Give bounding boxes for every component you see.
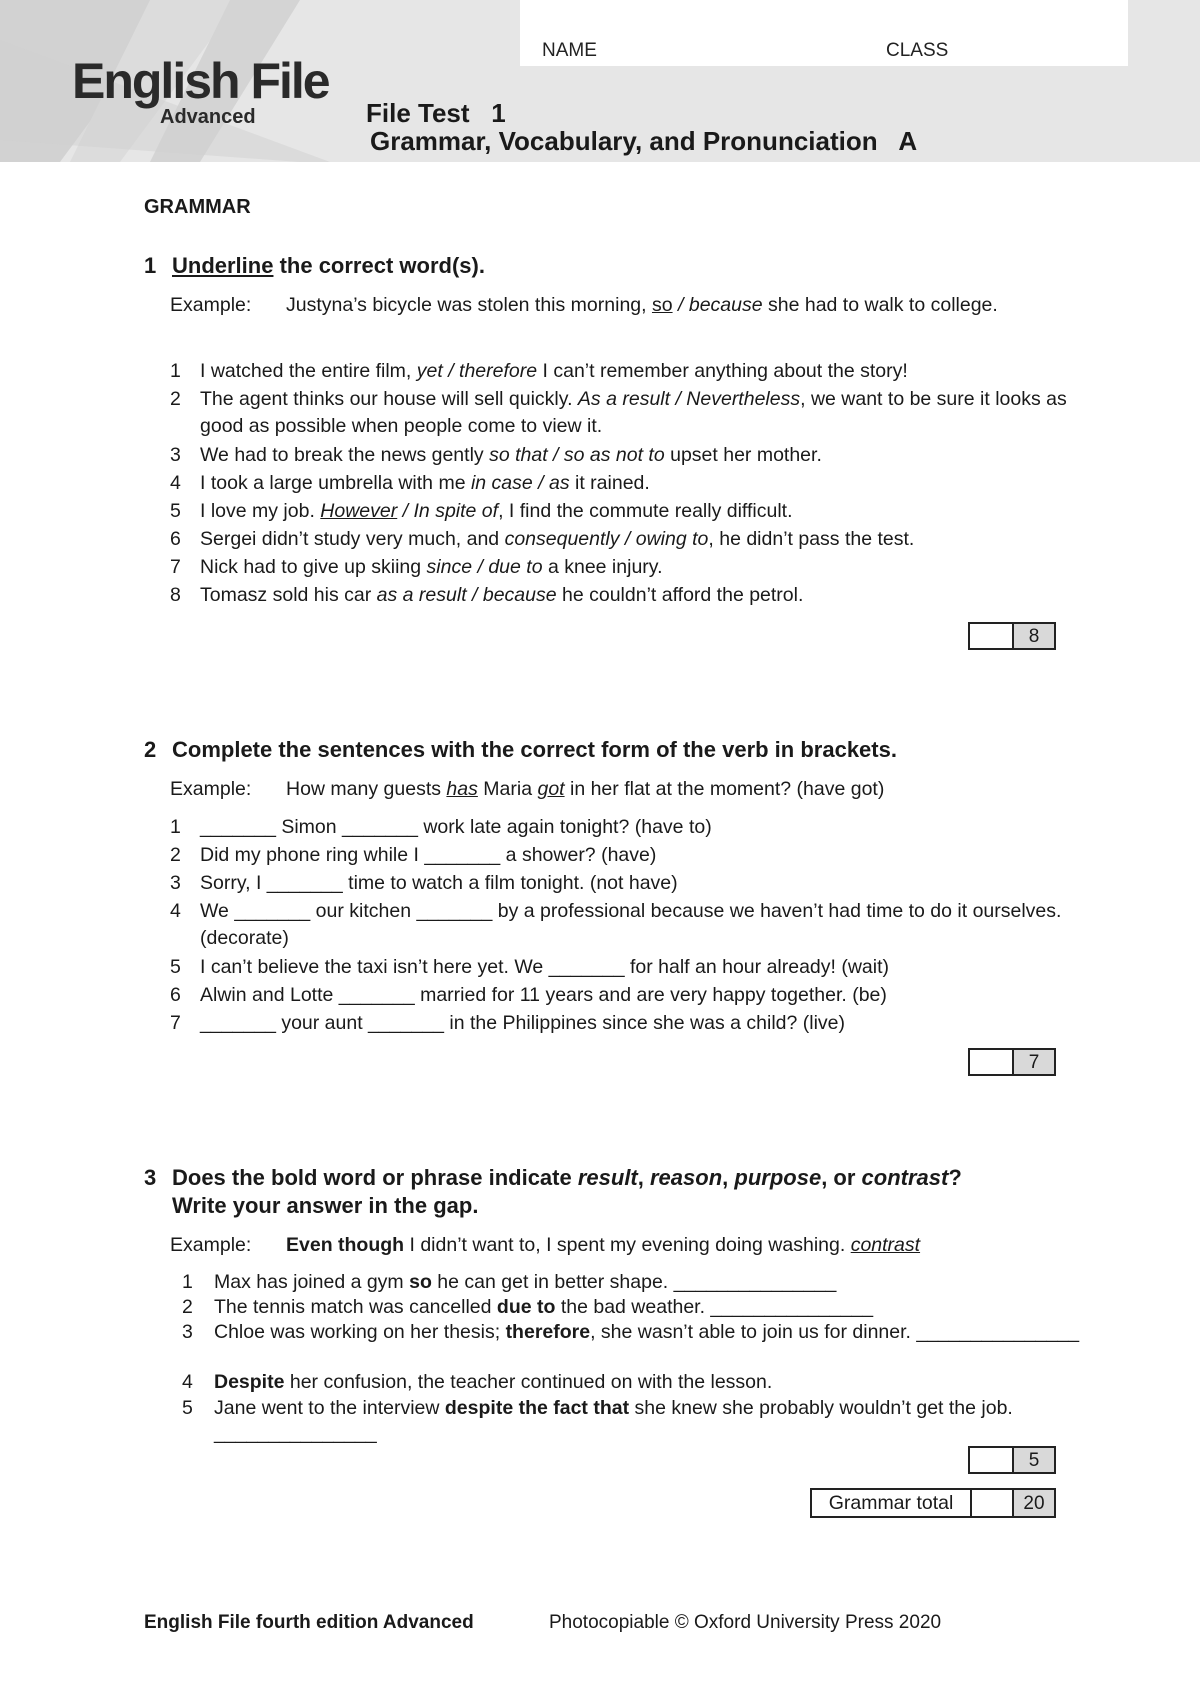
footer-edition: English File fourth edition Advanced xyxy=(144,1612,474,1633)
option-separator: / xyxy=(397,500,414,522)
sentence-text: I took a large umbrella with me xyxy=(200,472,471,494)
item-text[interactable] xyxy=(214,1270,1084,1295)
example-text-end: she had to walk to college. xyxy=(762,294,998,316)
example-slash: / xyxy=(672,294,689,316)
item-text xyxy=(200,470,1080,497)
item-number: 4 xyxy=(170,472,181,494)
item-number: 6 xyxy=(170,984,181,1006)
item-text xyxy=(200,442,1080,469)
task3-title-result: result xyxy=(577,1165,638,1190)
item-text xyxy=(200,554,1080,581)
task1-title-rest: the correct word(s). xyxy=(273,253,485,278)
example-answer: has xyxy=(446,778,478,800)
item-text xyxy=(200,386,1080,440)
answer-options[interactable]: since / due to xyxy=(426,556,543,578)
sentence-text: he can get in better shape. _______________ xyxy=(431,1271,837,1293)
sentence-text: he couldn’t afford the petrol. xyxy=(556,584,804,606)
score-max: 7 xyxy=(1014,1050,1054,1074)
task1-title-underlined: Underline xyxy=(172,253,274,278)
section-heading: GRAMMAR xyxy=(144,196,251,218)
score-blank[interactable] xyxy=(970,624,1014,648)
item-number: 6 xyxy=(170,528,181,550)
sentence-text: Jane went to the interview xyxy=(214,1397,445,1419)
answer-options[interactable]: so that / so as not to xyxy=(489,444,665,466)
sentence-text: The tennis match was cancelled xyxy=(214,1296,497,1318)
task2-number: 2 xyxy=(144,737,157,762)
item-number: 3 xyxy=(170,872,181,894)
answer-options[interactable]: yet / therefore xyxy=(416,360,538,382)
item-text[interactable]: Alwin and Lotte _______ married for 11 years and are very happy together. (be) xyxy=(200,984,887,1006)
sentence-text: Chloe was working on her thesis; xyxy=(214,1321,506,1343)
task3-title-line2: Write your answer in the gap. xyxy=(172,1193,479,1218)
header-banner xyxy=(0,0,1200,162)
grammar-total-blank[interactable] xyxy=(972,1490,1014,1516)
answer-options[interactable]: However xyxy=(320,500,398,522)
example-text-end: in her flat at the moment? (have got) xyxy=(564,778,885,800)
sentence-text: she knew she probably wouldn’t get the job. _______________ xyxy=(214,1397,1013,1444)
task3-title-qmark: ? xyxy=(948,1165,962,1190)
task2-title-text: Complete the sentences with the correct form of the verb in brackets. xyxy=(172,737,897,762)
item-text[interactable] xyxy=(214,1320,1084,1345)
example-label: Example: xyxy=(170,1234,252,1256)
sentence-text: We had to break the news gently xyxy=(200,444,490,466)
task3-title-contrast: contrast xyxy=(861,1165,949,1190)
sentence-text: the bad weather. _______________ xyxy=(555,1296,874,1318)
test-title: File Test 1 xyxy=(366,98,506,128)
task3-score-box xyxy=(968,1446,1056,1474)
task3-title-comma: , xyxy=(637,1165,650,1190)
example-text: Maria xyxy=(477,778,538,800)
task1-example xyxy=(170,292,1050,319)
sentence-text: Sergei didn’t study very much, and xyxy=(200,528,505,550)
score-blank[interactable] xyxy=(970,1050,1014,1074)
sentence-text: , I find the commute really difficult. xyxy=(498,500,793,522)
item-text xyxy=(200,526,1080,553)
test-subtitle: Grammar, Vocabulary, and Pronunciation A xyxy=(370,126,918,156)
bold-keyword: despite the fact that xyxy=(444,1397,630,1419)
sentence-text: I can’t remember anything about the story! xyxy=(537,360,908,382)
item-number: 4 xyxy=(170,900,181,922)
sentence-text: upset her mother. xyxy=(664,444,822,466)
example-answer: contrast xyxy=(850,1234,921,1256)
item-text xyxy=(200,582,1080,609)
item-number: 1 xyxy=(170,360,181,382)
logo-subtitle: Advanced xyxy=(160,106,256,128)
grammar-total-label: Grammar total xyxy=(812,1490,972,1516)
example-text: How many guests xyxy=(286,778,447,800)
sentence-text: a knee injury. xyxy=(542,556,663,578)
example-text: I didn’t want to, I spent my evening doing washing. xyxy=(404,1234,851,1256)
answer-options[interactable]: consequently / owing to xyxy=(504,528,709,550)
task2-title xyxy=(144,736,897,764)
item-text[interactable]: Did my phone ring while I _______ a shower? (have) xyxy=(200,844,657,866)
sentence-text: Max has joined a gym xyxy=(214,1271,410,1293)
item-number: 3 xyxy=(170,444,181,466)
task3-title-or: , or xyxy=(821,1165,862,1190)
task1-title xyxy=(144,252,485,280)
item-text[interactable]: We _______ our kitchen _______ by a professional because we haven’t had time to do it ourselves. (decorate) xyxy=(200,900,1062,949)
grammar-total-box xyxy=(810,1488,1056,1518)
answer-options[interactable]: as a result / because xyxy=(376,584,557,606)
item-text xyxy=(200,498,1080,525)
item-text[interactable]: Sorry, I _______ time to watch a film tonight. (not have) xyxy=(200,872,678,894)
item-number: 7 xyxy=(170,1012,181,1034)
item-text[interactable]: _______ Simon _______ work late again tonight? (have to) xyxy=(200,816,712,838)
sentence-text: The agent thinks our house will sell quickly. xyxy=(200,388,578,410)
footer-copyright: Photocopiable © Oxford University Press 2020 xyxy=(549,1612,942,1633)
bold-keyword: therefore xyxy=(505,1321,591,1343)
item-number: 3 xyxy=(182,1321,193,1343)
bold-keyword: so xyxy=(409,1271,432,1293)
sentence-text: I watched the entire film, xyxy=(200,360,417,382)
item-text[interactable] xyxy=(214,1370,1084,1395)
task3-title-text: Does the bold word or phrase indicate xyxy=(172,1165,578,1190)
item-number: 4 xyxy=(182,1371,193,1393)
bold-keyword: due to xyxy=(496,1296,556,1318)
sentence-text: it rained. xyxy=(569,472,650,494)
grammar-total-max: 20 xyxy=(1014,1490,1054,1516)
name-class-box[interactable] xyxy=(520,0,1128,66)
item-number: 5 xyxy=(170,500,181,522)
item-number: 5 xyxy=(170,956,181,978)
task3-example xyxy=(170,1232,920,1259)
item-text[interactable] xyxy=(214,1396,1084,1446)
logo-title: English File xyxy=(72,53,329,109)
example-label: Example: xyxy=(170,778,252,800)
answer-options[interactable]: In spite of xyxy=(413,500,499,522)
example-answer: got xyxy=(537,778,565,800)
sentence-text: , she wasn’t able to join us for dinner. _______________ xyxy=(590,1321,1080,1343)
bold-keyword: Despite xyxy=(214,1371,285,1393)
task3-title-purpose: purpose xyxy=(734,1165,822,1190)
score-blank[interactable] xyxy=(970,1448,1014,1472)
task2-example xyxy=(170,776,884,803)
task3-title xyxy=(144,1164,962,1220)
sentence-text: , he didn’t pass the test. xyxy=(708,528,915,550)
task3-title-comma: , xyxy=(722,1165,735,1190)
class-label: CLASS xyxy=(886,40,949,61)
score-max: 5 xyxy=(1014,1448,1054,1472)
example-answer: so xyxy=(651,294,673,316)
item-text xyxy=(200,358,1080,385)
sentence-text: Nick had to give up skiing xyxy=(200,556,427,578)
sentence-text: Tomasz sold his car xyxy=(200,584,377,606)
item-number: 1 xyxy=(182,1271,193,1293)
item-number: 7 xyxy=(170,556,181,578)
task3-number: 3 xyxy=(144,1165,157,1190)
sentence-text: , we want to be sure it looks as good as possible when people come to view it. xyxy=(200,388,1067,437)
item-number: 5 xyxy=(182,1397,193,1419)
sentence-text: her confusion, the teacher continued on with the lesson. xyxy=(284,1371,773,1393)
item-number: 2 xyxy=(182,1296,193,1318)
item-number: 1 xyxy=(170,816,181,838)
score-max: 8 xyxy=(1014,624,1054,648)
example-label: Example: xyxy=(170,294,252,316)
example-text: Justyna’s bicycle was stolen this morning, xyxy=(286,294,652,316)
task3-title-reason: reason xyxy=(650,1165,723,1190)
item-text[interactable]: I can’t believe the taxi isn’t here yet. We _______ for half an hour already! (wait) xyxy=(200,956,890,978)
item-text[interactable] xyxy=(214,1295,1084,1320)
answer-options[interactable]: in case / as xyxy=(470,472,570,494)
name-label: NAME xyxy=(542,40,597,61)
example-bold: Even though xyxy=(286,1234,405,1256)
task1-score-box xyxy=(968,622,1056,650)
task1-number: 1 xyxy=(144,253,157,278)
item-number: 2 xyxy=(170,388,181,410)
example-option: because xyxy=(688,294,763,316)
item-number: 8 xyxy=(170,584,181,606)
item-number: 2 xyxy=(170,844,181,866)
task2-score-box xyxy=(968,1048,1056,1076)
item-text[interactable]: _______ your aunt _______ in the Philippines since she was a child? (live) xyxy=(200,1012,846,1034)
answer-options[interactable]: As a result / Nevertheless xyxy=(577,388,801,410)
sentence-text: I love my job. xyxy=(200,500,321,522)
